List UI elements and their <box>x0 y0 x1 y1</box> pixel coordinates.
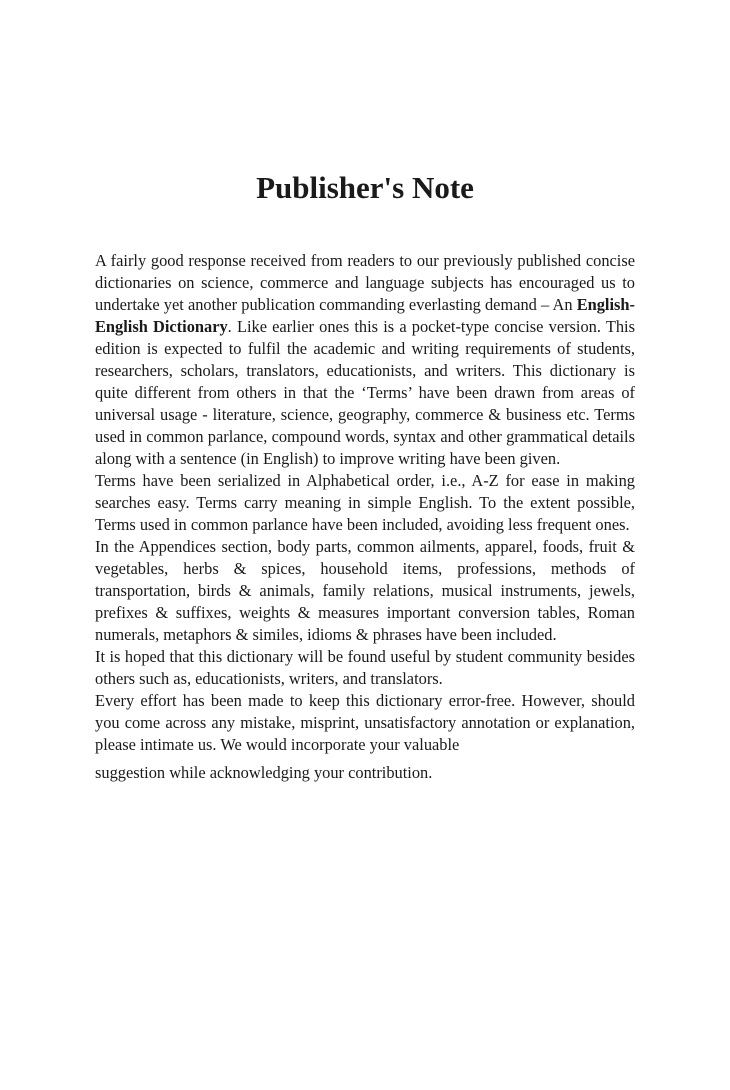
paragraph-usefulness: It is hoped that this dictionary will be found useful by student community besides others such as, educationists, writers, and translators. <box>95 647 635 688</box>
paragraph-error-free: Every effort has been made to keep this dictionary error-free. However, should you come across any mistake, misprint, unsatisfactory annotation or explanation, please intimate us. We would incorporate your valuable <box>95 691 635 754</box>
paragraph-serialization: Terms have been serialized in Alphabetical order, i.e., A-Z for ease in making searches easy. Terms carry meaning in simple English. To the extent possible, Terms used in common parlance have been included, avoiding less frequent ones. <box>95 471 635 534</box>
paragraph-intro-start: A fairly good response received from readers to our previously published concise dictionaries on science, commerce and language subjects has encouraged us to undertake yet another publication commanding everlasting demand – An <box>95 251 635 314</box>
paragraph-appendices: In the Appendices section, body parts, common ailments, apparel, foods, fruit & vegetables, herbs & spices, household items, professions, methods of transportation, birds & animals, family relations, musical instruments, jewels, prefixes & suffixes, weights & measures important conversion tables, Roman numerals, metaphors & similes, idioms & phrases have been included. <box>95 537 635 644</box>
dictionary-title: English-English Dictionary <box>95 295 635 336</box>
page-title: Publisher's Note <box>256 170 474 205</box>
paragraph-intro-end: . Like earlier ones this is a pocket-type concise version. This edition is expected to fulfil the academic and writing requirements of students, researchers, scholars, translators, educationists, and writers. This dictionary is quite different from others in that the ‘Terms’ have been drawn from areas of universal usage - literature, science, geography, commerce & business etc. Terms used in common parlance, compound words, syntax and other grammatical details along with a sentence (in English) to improve writing have been given. <box>95 317 635 468</box>
note-body <box>95 250 635 784</box>
paragraph-closing-line: suggestion while acknowledging your contribution. <box>95 763 433 782</box>
paragraph-intro <box>95 250 635 470</box>
